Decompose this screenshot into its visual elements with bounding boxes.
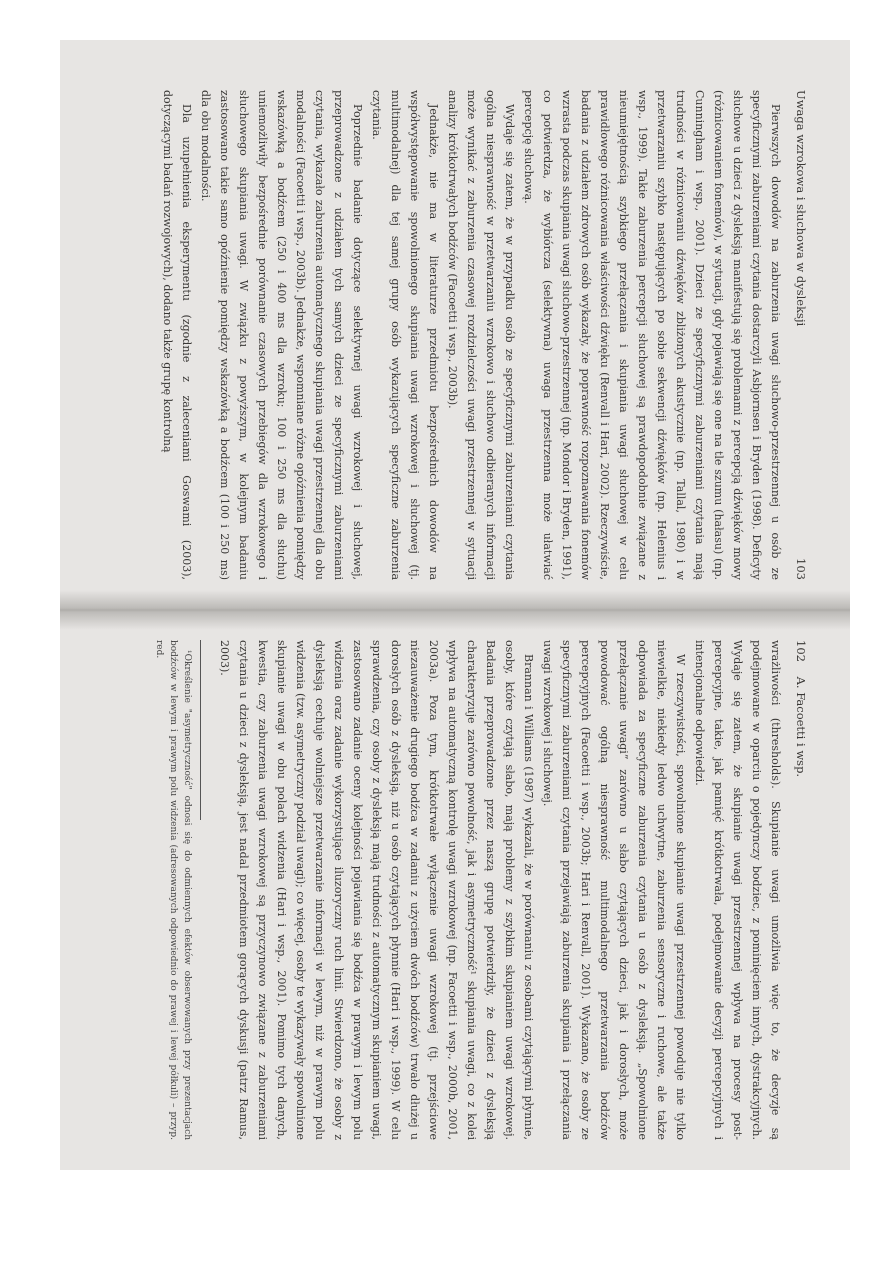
paragraph: Jednakże, nie ma w literaturze przedmiotu bezpośrednich dowodów na współwystępowanie spowolnionego skupiania uwagi wzrokowej i słuchowej (tj. multimodalnej) dla tej samej grupy osób wykazujących specyficzne zaburzenia czytania. [370, 90, 440, 580]
paragraph: W rzeczywistości, spowolnione skupianie uwagi przestrzennej powoduje nie tylko niewielkie, niekiedy ledwo uchwytne, zaburzenia sensoryczne i ruchowe, ale także odpowiada za specyficzne zaburzenia czytania u osób z dysleksją. „Spowolnione przełączanie uwagi” zarówno u słabo czytających dzieci, jak i dorosłych, może powodować ogólną niesprawność multimodalnego przetwarzania bodźców percepcyjnych (Facoetti i wsp., 2003b; Hari i Renvall, 2001). Wykazano, że osoby ze specyficznymi zaburzeniami czytania przejawiają zaburzenia skupiania i przełączania uwagi wzrokowej i słuchowej. [541, 640, 687, 1140]
page-number: 103 [794, 558, 808, 580]
paragraph: wrażliwości (thresholds). Skupianie uwagi umożliwia więc to, że decyzje są podejmowane w oparciu o pojedynczy bodziec, z pominięciem innych, dystrakcyjnych. Wydaje się zatem, że skupianie uwagi przestrzennej wpływa na procesy post-percepcyjne, takie, jak pamięć krótkotrwała, podejmowanie decyzji percepcyjnych i intencjonalne odpowiedzi. [693, 640, 782, 1140]
running-header [791, 90, 810, 580]
page-102 [100, 640, 810, 1140]
paragraph: Wydaje się zatem, że w przypadku osób ze specyficznymi zaburzeniami czytania ogólna niesprawność w przetwarzaniu wzrokowo i słuchowo odbieranych informacji może wynikać z zaburzenia czasowej rozdzielczości uwagi przestrzennej w sytuacji analizy krótkotrwałych bodźców (Facoetti i wsp., 2003b). [446, 90, 516, 580]
paragraph: Brannan i Williams (1987) wykazali, że w porównaniu z osobami czytającymi płynnie, osoby, które czytają słabo, mają problemy z szybkim skupianiem uwagi wzrokowej. Badania przeprowadzone przez naszą grupę potwierdziły, że dzieci z dysleksją charakteryzuje zarówno powolność, jak i asymetryczność¹ skupiania uwagi, co z kolei wpływa na automatyczną kontrolę uwagi wzrokowej (np. Facoetti i wsp., 2000b, 2001, 2003a). Poza tym, krótkotrwałe wyłączenie uwagi wzrokowej (tj. przejściowe niezauważenie drugiego bodźca w zadaniu z użyciem dwóch bodźców) trwało dłużej u dorosłych osób z dysleksją, niż u osób czytających płynnie (Hari i wsp., 1999). W celu sprawdzenia, czy osoby z dysleksją mają trudności z automatycznym skupianiem uwagi, zastosowano zadanie oceny kolejności pojawiania się bodźca w prawym i lewym polu widzenia oraz zadanie wykorzystujące iluzoryczny ruch linii. Stwierdzono, że osoby z dysleksją cechuje wolniejsze przetwarzanie informacji w lewym, niż w prawym polu widzenia (tzw. asymetryczny podział uwagi); co więcej, osoby te wykazywały spowolnione skupianie uwagi w obu polach widzenia (Hari i wsp., 2001). Pomimo tych danych, kwestia, czy zaburzenia uwagi wzrokowej są przyczynowo związane z zaburzeniami czytania u dzieci z dysleksją, jest nadal przedmiotem gorących dyskusji (patrz Ramus, 2003). [218, 640, 535, 1140]
book-gutter [60, 590, 850, 630]
footnote-divider [200, 640, 201, 820]
page-103 [100, 90, 810, 580]
paragraph: Dla uzupełnienia eksperymentu (zgodnie z zaleceniami Goswami (2003), dotyczącymi badań rozwojowych), dodano także grupę kontrolną [161, 90, 193, 580]
paragraph: Poprzednie badanie dotyczące selektywnej uwagi wzrokowej i słuchowej, przeprowadzone z udziałem tych samych dzieci ze specyficznymi zaburzeniami czytania, wykazało zaburzenia automatycznego skupiania uwagi przestrzennej dla obu modalności (Facoetti i wsp., 2003b). Jednakże, wspomniane różne opóźnienia pomiędzy wskazówką a bodźcem (250 i 400 ms dla wzroku; 100 i 250 ms dla słuchu) uniemożliwiły bezpośrednie porównanie czasowych przebiegów dla wzrokowego i słuchowego skupiania uwagi. W związku z powyższym, w kolejnym badaniu zastosowano takie samo opóźnienie pomiędzy wskazówką a bodźcem (100 i 250 ms) dla obu modalności. [199, 90, 364, 580]
running-head-title: A. Facoetti i wsp. [794, 676, 808, 778]
footnote: ¹Określenie "asymetryczność" odnosi się do odmiennych efektów obserwowanych przy prezentacjach bodźców w lewym i prawym polu widzenia (adresowanych odpowiednio do prawej i lewej półkuli) – przyp. red. [154, 640, 192, 1140]
paragraph: Pierwszych dowodów na zaburzenia uwagi słuchowo-przestrzennej u osób ze specyficznymi zaburzeniami czytania dostarczyli Asbjornsen i Bryden (1998). Deficyty słuchowe u dzieci z dysleksją manifestują się problemami z percepcją dźwięków mowy (różnicowaniem fonemów), w sytuacji, gdy pojawiają się one na tle szumu (hałasu) (np. Cunningham i wsp., 2001). Dzieci ze specyficznymi zaburzeniami czytania mają trudności w różnicowaniu dźwięków zbliżonych akustycznie (np. Tallal, 1980) i w przetwarzaniu szybko następujących po sobie sekwencji dźwięków (np. Helenius i wsp., 1999). Takie zaburzenia percepcji słuchowej są prawdopodobnie związane z nieumiejętnością szybkiego przełączania i skupiania uwagi słuchowej w celu prawidłowego różnicowania właściwości dźwięku (Renvall i Hari, 2002). Rzeczywiście, badania z udziałem zdrowych osób wykazały, że poprawność rozpoznawania fonemów wzrasta podczas skupiania uwagi słuchowo-przestrzennej (np. Mondor i Bryden, 1991), co potwierdza, że wybiórcza (selektywna) uwaga przestrzenna może ułatwiać percepcję słuchową. [522, 90, 782, 580]
running-header [791, 640, 810, 1140]
running-head-title: Uwaga wzrokowa i słuchowa w dysleksji [794, 90, 808, 327]
page-number: 102 [794, 640, 808, 662]
